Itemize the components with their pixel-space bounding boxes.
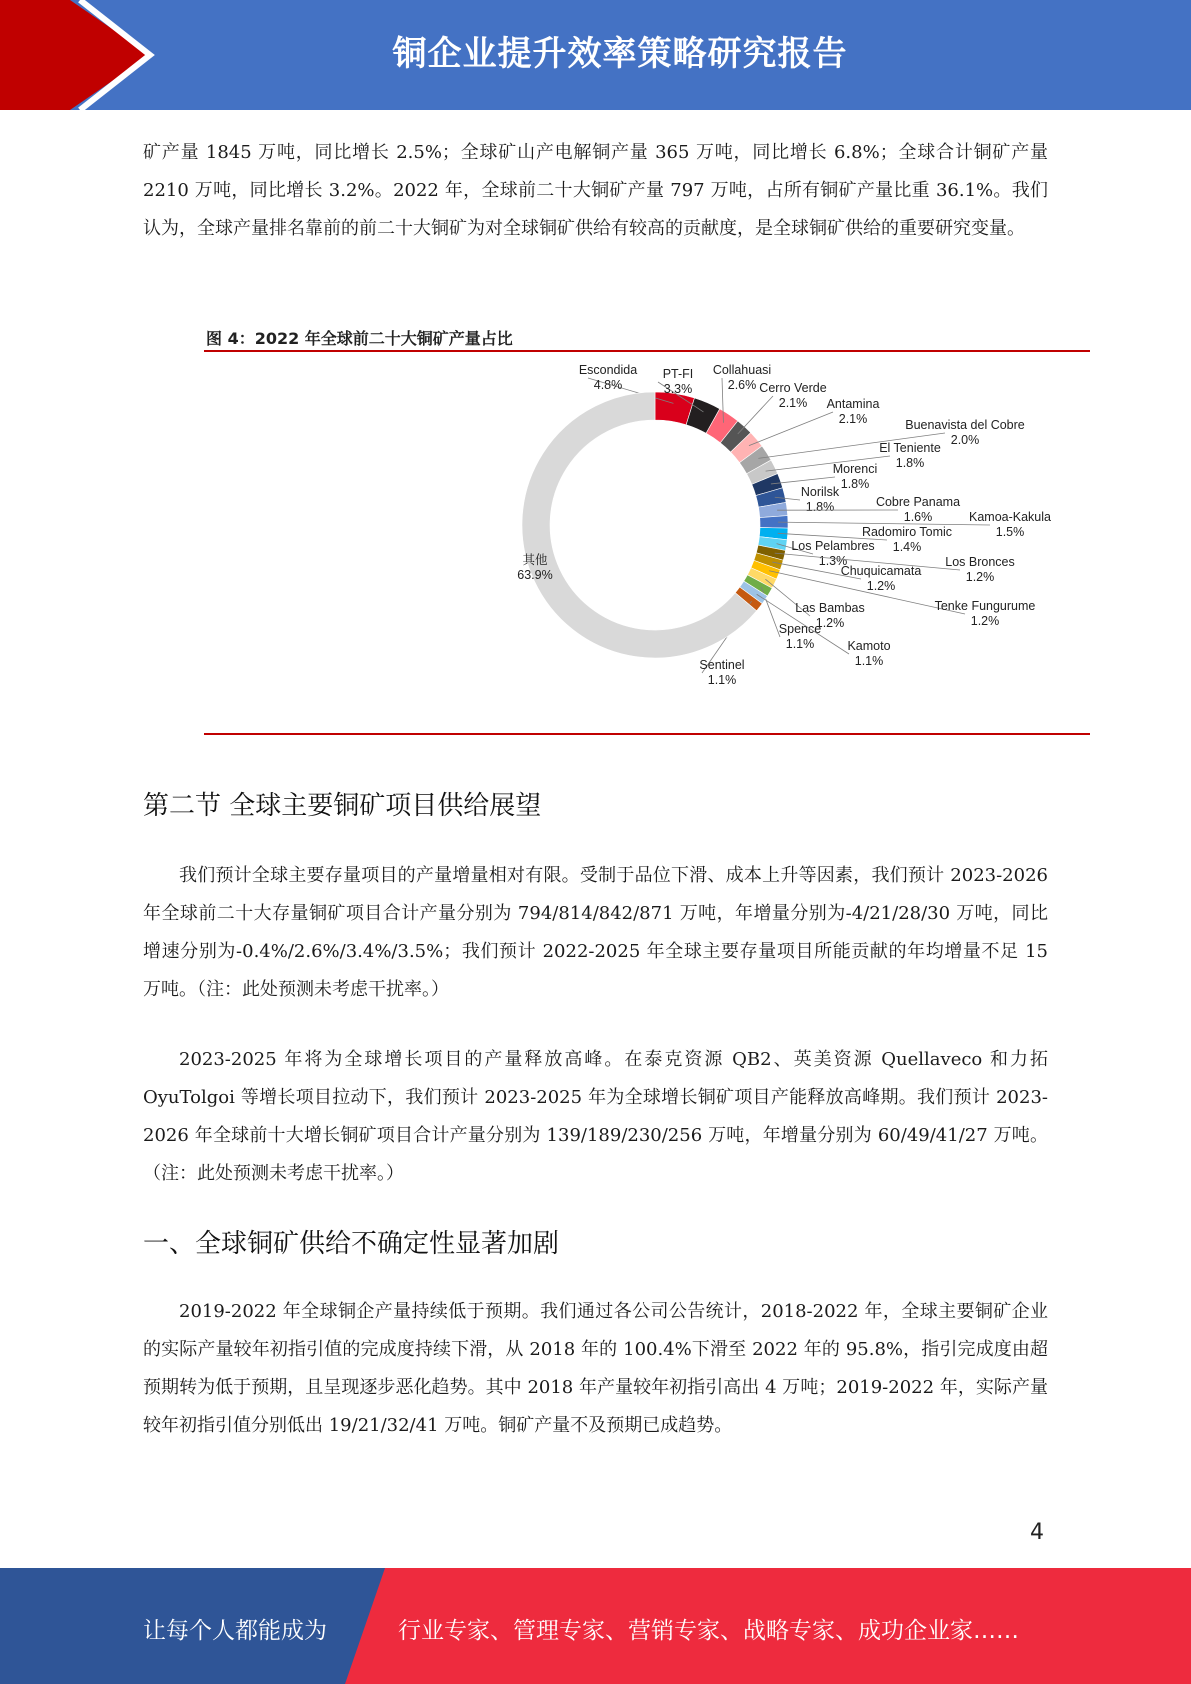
header-arrow-decoration (0, 0, 160, 110)
slice-value: 1.1% (785, 637, 815, 651)
subsection-paragraph: 2019-2022 年全球铜企产量持续低于预期。我们通过各公司公告统计，2018-2022 年，全球主要铜矿企业的实际产量较年初指引值的完成度持续下滑，从 2018 年的 100.4%下滑至 2022 年的 95.8%，指引完成度由超预期转为低于预期，且呈现逐步恶化趋势。其中 2018 年产量较年初指引高出 4 万吨；2019-2022 年，实际产量较年初指引值分别低出 19/21/32/41 万吨。铜矿产量不及预期已成趋势。 (143, 1301, 1048, 1436)
slice-name: Cerro Verde (759, 381, 827, 395)
slice-label (663, 367, 694, 396)
slice-name: Escondida (578, 363, 638, 377)
section-paragraph-2: 2023-2025 年将为全球增长项目的产量释放高峰。在泰克资源 QB2、英美资源 Quellaveco 和力拓 OyuTolgoi 等增长项目拉动下，我们预计 2023-2025 年为全球增长铜矿项目产能释放高峰期。我们预计 2023-2026 年全球前十大增长铜矿项目合计产量分别为 139/189/230/256 万吨，年增量分别为 60/49/41/27 万吨。（注：此处预测未考虑干扰率。） (143, 1049, 1048, 1184)
slice-name: Cobre Panama (875, 495, 961, 509)
slice-label (935, 599, 1036, 628)
slice-value: 4.8% (593, 378, 623, 392)
report-title: 铜企业提升效率策略研究报告 (392, 34, 848, 74)
slice-value: 1.2% (866, 579, 896, 593)
slice-value: 2.1% (778, 396, 808, 410)
slice-value: 2.0% (950, 433, 980, 447)
intro-paragraph: 矿产量 1845 万吨，同比增长 2.5%；全球矿山产电解铜产量 365 万吨，同比增长 6.8%；全球合计铜矿产量 2210 万吨，同比增长 3.2%。2022 年，全球前二十大铜矿产量 797 万吨，占所有铜矿产量比重 36.1%。我们认为，全球产量排名靠前的前二十大铜矿为对全球铜矿供给有较高的贡献度，是全球铜矿供给的重要研究变量。 (143, 142, 1048, 239)
slice-label (833, 462, 877, 491)
slice-name: Collahuasi (712, 363, 772, 377)
slice-label (759, 381, 826, 410)
slice-label (699, 658, 744, 687)
figure-caption: 图 4：2022 年全球前二十大铜矿产量占比 (206, 329, 513, 348)
slice-name: Spence (778, 622, 822, 636)
page-header (0, 0, 1191, 110)
slice-name: Tenke Fungurume (934, 599, 1036, 613)
slice-value: 1.2% (965, 570, 995, 584)
slice-name: Morenci (832, 462, 878, 476)
slice-value: 1.8% (895, 456, 925, 470)
slice-label (579, 363, 637, 392)
slice-name: Las Bambas (795, 601, 865, 615)
slice-name: Buenavista del Cobre (905, 418, 1025, 432)
leader-line (749, 412, 833, 446)
slice-name: Norilsk (800, 485, 840, 499)
page-number: 4 (1030, 1520, 1044, 1545)
slice-name: PT-FI (662, 367, 694, 381)
slice-label (876, 495, 960, 524)
slice-value: 1.2% (815, 616, 845, 630)
slice-name: Kamoto (847, 639, 891, 653)
slice-label (801, 485, 840, 514)
slice-value: 2.1% (838, 412, 868, 426)
slice-name: Chuquicamata (840, 564, 922, 578)
slice-name: Sentinel (699, 658, 745, 672)
page-footer (0, 1568, 1191, 1684)
slice-name: Los Pelambres (791, 539, 875, 553)
slice-value: 1.2% (970, 614, 1000, 628)
slice-value: 1.8% (805, 500, 835, 514)
slice-label (847, 639, 890, 668)
slice-name: Kamoa-Kakula (969, 510, 1051, 524)
leader-line (738, 396, 773, 434)
slice-value: 1.1% (707, 673, 737, 687)
slice-label (779, 622, 821, 651)
slice-name: 其他 (522, 553, 548, 567)
section-title: 第二节 全球主要铜矿项目供给展望 (143, 791, 542, 821)
footer-slogan-right: 行业专家、管理专家、营销专家、战略专家、成功企业家…… (398, 1618, 1019, 1644)
slice-value: 1.5% (995, 525, 1025, 539)
slice-label (879, 441, 941, 470)
slice-label (841, 564, 922, 593)
slice-value: 2.6% (727, 378, 757, 392)
slice-name: Radomiro Tomic (861, 525, 953, 539)
slice-label (827, 397, 880, 426)
figure-bottom-rule (204, 733, 1090, 735)
section-paragraph-1: 我们预计全球主要存量项目的产量增量相对有限。受制于品位下滑、成本上升等因素，我们预计 2023-2026 年全球前二十大存量铜矿项目合计产量分别为 794/814/842/871 万吨，年增量分别为-4/21/28/30 万吨，同比增速分别为-0.4%/2.6%/3.4%/3.5%；我们预计 2022-2025 年全球主要存量项目所能贡献的年均增量不足 15 万吨。（注：此处预测未考虑干扰率。） (143, 865, 1048, 1000)
slice-value: 1.1% (854, 654, 884, 668)
slice-value: 1.8% (840, 477, 870, 491)
donut-chart (480, 360, 1080, 730)
figure-top-rule (204, 350, 1090, 352)
slice-value: 63.9% (517, 568, 553, 582)
slice-name: Los Bronces (945, 555, 1015, 569)
slice-name: Antamina (826, 397, 880, 411)
subsection-title: 一、全球铜矿供给不确定性显著加剧 (143, 1229, 560, 1259)
slice-value: 3.3% (663, 382, 693, 396)
slice-value: 1.6% (903, 510, 933, 524)
slice-value: 1.3% (818, 554, 848, 568)
slice-value: 1.4% (892, 540, 922, 554)
slice-name: El Teniente (879, 441, 941, 455)
footer-slogan-left: 让每个人都能成为 (143, 1618, 327, 1644)
